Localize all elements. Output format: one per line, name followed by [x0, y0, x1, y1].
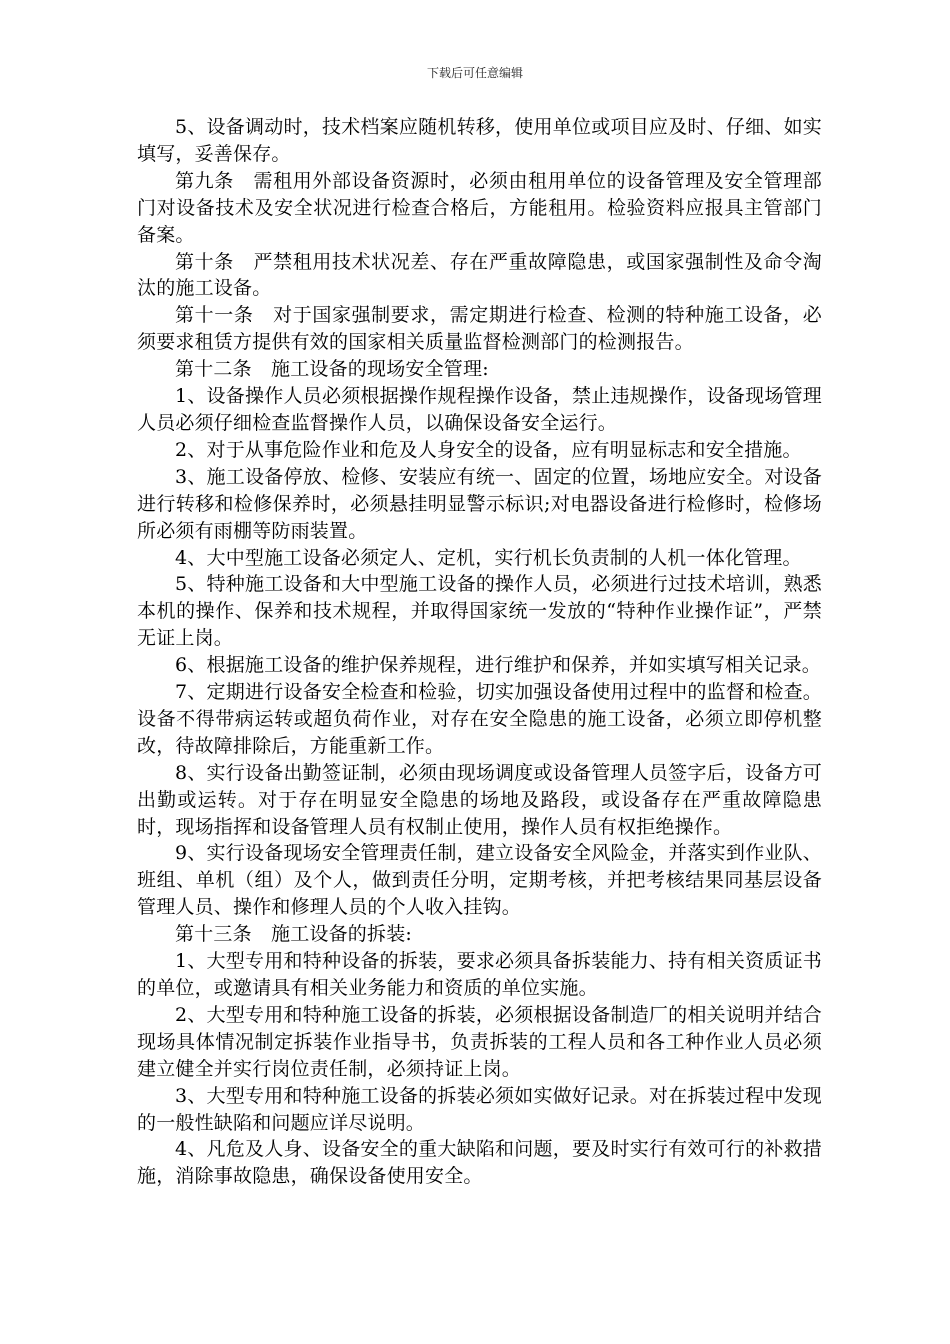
paragraph-article-13-item-1: 1、大型专用和特种设备的拆装，要求必须具备拆装能力、持有相关资质证书的单位，或邀请具有相关业务能力和资质的单位实施。 [137, 950, 822, 999]
paragraph-article-12-item-4: 4、大中型施工设备必须定人、定机，实行机长负责制的人机一体化管理。 [175, 546, 802, 569]
paragraph-article-12-item-8: 8、实行设备出勤签证制，必须由现场调度或设备管理人员签字后，设备方可出勤或运转。对于存在明显安全隐患的场地及路段，或设备存在严重故障隐患时，现场指挥和设备管理人员有权制止使用，操作人员有权拒绝操作。 [137, 761, 822, 838]
paragraph-article-12-item-5: 5、特种施工设备和大中型施工设备的操作人员，必须进行过技术培训，熟悉本机的操作、保养和技术规程，并取得国家统一发放的“特种作业操作证”，严禁无证上岗。 [137, 573, 822, 650]
paragraph-article-9: 第九条 需租用外部设备资源时，必须由租用单位的设备管理及安全管理部门对设备技术及安全状况进行检查合格后，方能租用。检验资料应报具主管部门备案。 [137, 169, 822, 246]
page-header: 下载后可任意编辑 [426, 66, 523, 80]
paragraph-article-13-item-2: 2、大型专用和特种施工设备的拆装，必须根据设备制造厂的相关说明并结合现场具体情况制定拆装作业指导书，负责拆装的工程人员和各工种作业人员必须建立健全并实行岗位责任制，必须持证上岗。 [137, 1003, 822, 1080]
document-body [137, 114, 822, 1190]
paragraph-article-12-item-6: 6、根据施工设备的维护保养规程，进行维护和保养，并如实填写相关记录。 [175, 654, 821, 677]
paragraph-article-12-item-1: 1、设备操作人员必须根据操作规程操作设备，禁止违规操作，设备现场管理人员必须仔细检查监督操作人员，以确保设备安全运行。 [137, 385, 822, 434]
paragraph-article-13-heading: 第十三条 施工设备的拆装: [175, 923, 413, 946]
paragraph-article-12-item-3: 3、施工设备停放、检修、安装应有统一、固定的位置，场地应安全。对设备进行转移和检修保养时，必须悬挂明显警示标识;对电器设备进行检修时，检修场所必须有雨棚等防雨装置。 [137, 465, 822, 542]
paragraph-article-12-item-7: 7、定期进行设备安全检查和检验，切实加强设备使用过程中的监督和检查。设备不得带病运转或超负荷作业，对存在安全隐患的施工设备，必须立即停机整改，待故障排除后，方能重新工作。 [137, 681, 822, 757]
paragraph-article-12-item-2: 2、对于从事危险作业和危及人身安全的设备，应有明显标志和安全措施。 [175, 438, 802, 461]
paragraph-article-11: 第十一条 对于国家强制要求，需定期进行检查、检测的特种施工设备，必须要求租赁方提供有效的国家相关质量监督检测部门的检测报告。 [137, 304, 822, 354]
paragraph-article-13-item-3: 3、大型专用和特种施工设备的拆装必须如实做好记录。对在拆装过程中发现的一般性缺陷和问题应详尽说明。 [137, 1084, 822, 1134]
paragraph-item-5-archives: 5、设备调动时，技术档案应随机转移，使用单位或项目应及时、仔细、如实填写，妥善保存。 [137, 116, 822, 165]
paragraph-article-13-item-4: 4、凡危及人身、设备安全的重大缺陷和问题，要及时实行有效可行的补救措施，消除事故隐患，确保设备使用安全。 [137, 1138, 822, 1188]
paragraph-article-12-heading: 第十二条 施工设备的现场安全管理: [175, 358, 489, 381]
paragraph-article-10: 第十条 严禁租用技术状况差、存在严重故障隐患，或国家强制性及命令淘汰的施工设备。 [137, 250, 822, 300]
paragraph-article-12-item-9: 9、实行设备现场安全管理责任制，建立设备安全风险金，并落实到作业队、班组、单机（组）及个人，做到责任分明，定期考核，并把考核结果同基层设备管理人员、操作和修理人员的个人收入挂钩。 [137, 842, 822, 919]
